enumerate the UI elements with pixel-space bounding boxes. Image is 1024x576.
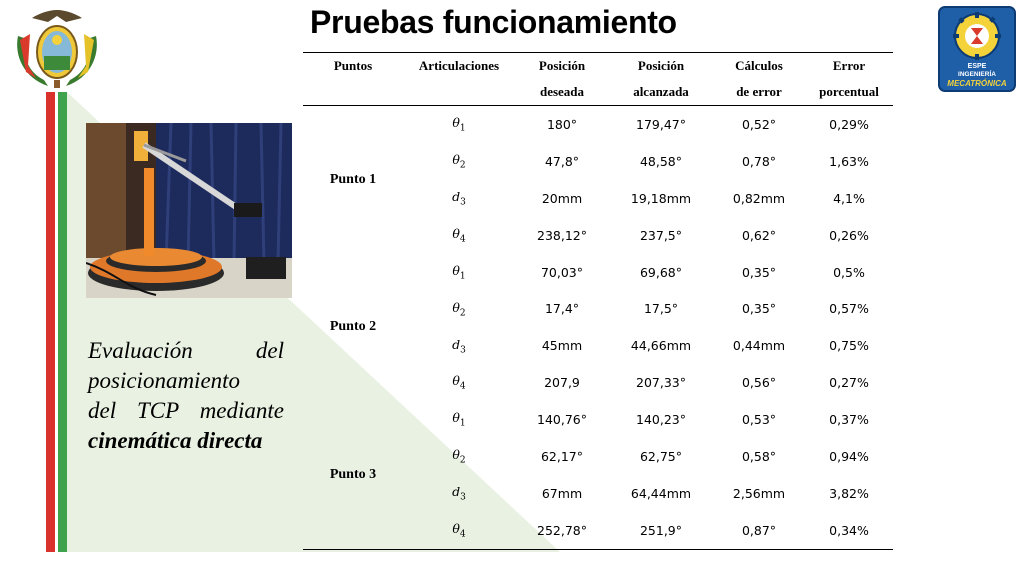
column-header-line2: deseada (539, 84, 585, 99)
caption-line1: Evaluación del (88, 338, 284, 363)
column-header-line1: Articulaciones (418, 58, 500, 73)
column-header (713, 53, 805, 106)
espe-mecatronica-logo (938, 6, 1016, 92)
column-header (805, 53, 893, 106)
cell-reached: 17,5° (643, 301, 679, 317)
joint-index: 2 (459, 455, 466, 466)
joint-symbol: θ (452, 299, 460, 315)
joint-index: 3 (460, 197, 466, 208)
table-row (303, 401, 893, 438)
joint-cell (403, 364, 515, 401)
joint-index: 4 (459, 529, 466, 540)
point-label: Punto 3 (329, 466, 377, 482)
cell-reached: 69,68° (639, 264, 683, 280)
cell-desired: 20mm (541, 190, 583, 206)
red-stripe (46, 92, 55, 552)
cell-pct: 0,29% (829, 116, 869, 132)
column-header-line1: Posición (538, 58, 586, 73)
cell-desired: 238,12° (537, 227, 587, 243)
cell-desired: 180° (546, 116, 578, 132)
column-header-line2: alcanzada (633, 84, 689, 99)
joint-index: 1 (459, 418, 466, 429)
cell-reached: 48,58° (639, 153, 683, 169)
cell-calc: 0,78° (741, 153, 777, 169)
ecuador-coat-of-arms (8, 6, 106, 90)
joint-symbol: d (452, 336, 461, 352)
cell-reached: 179,47° (636, 116, 686, 132)
cell-calc: 0,87° (741, 522, 777, 538)
joint-symbol: θ (452, 152, 460, 168)
cell-reached: 64,44mm (630, 485, 692, 501)
green-stripe (58, 92, 67, 552)
caption-line2: posicionamiento (88, 368, 241, 393)
joint-index: 4 (459, 381, 466, 392)
cell-reached: 251,9° (639, 522, 683, 538)
column-header-line1: Posición (637, 58, 685, 73)
column-header (403, 53, 515, 106)
joint-cell (403, 106, 515, 143)
joint-cell (403, 217, 515, 254)
joint-symbol: d (452, 188, 461, 204)
joint-cell (403, 438, 515, 475)
joint-cell (403, 180, 515, 217)
cell-reached: 140,23° (636, 412, 686, 428)
joint-symbol: d (452, 484, 461, 500)
cell-desired: 45mm (541, 338, 583, 354)
cell-desired: 67mm (541, 485, 583, 501)
column-header-line1: Puntos (333, 58, 373, 73)
cell-calc: 0,44mm (732, 338, 786, 354)
joint-index: 3 (460, 345, 466, 356)
table-header-row (303, 53, 893, 106)
cell-pct: 0,26% (829, 227, 869, 243)
logo-line2: INGENIERÍA (958, 71, 996, 78)
table-body (303, 106, 893, 550)
cell-desired: 207,9 (544, 375, 580, 391)
column-header (609, 53, 713, 106)
cell-pct: 0,94% (829, 448, 869, 464)
cell-calc: 0,82mm (732, 190, 786, 206)
joint-cell (403, 143, 515, 180)
results-table (303, 52, 893, 550)
joint-index: 1 (459, 123, 466, 134)
caption-line4: cinemática directa (88, 428, 263, 453)
point-label: Punto 1 (329, 171, 377, 187)
cell-desired: 17,4° (544, 301, 580, 317)
caption-line3: del TCP mediante (88, 398, 284, 423)
joint-index: 1 (459, 271, 466, 282)
cell-desired: 140,76° (537, 412, 587, 428)
table-row (303, 106, 893, 143)
joint-cell (403, 327, 515, 364)
column-header-line2: porcentual (819, 84, 879, 99)
cell-calc: 0,35° (741, 264, 777, 280)
joint-index: 2 (459, 160, 466, 171)
cell-calc: 0,58° (741, 448, 777, 464)
joint-cell (403, 290, 515, 327)
joint-symbol: θ (452, 262, 460, 278)
page-title: Pruebas funcionamiento (310, 4, 677, 40)
cell-reached: 44,66mm (630, 338, 692, 354)
joint-symbol: θ (452, 520, 460, 536)
joint-symbol: θ (452, 115, 460, 131)
joint-symbol: θ (452, 447, 460, 463)
cell-pct: 1,63% (829, 153, 869, 169)
joint-index: 2 (459, 308, 466, 319)
cell-pct: 0,27% (829, 375, 869, 391)
joint-cell (403, 401, 515, 438)
joint-cell (403, 254, 515, 291)
cell-pct: 0,5% (833, 264, 865, 280)
cell-reached: 62,75° (639, 448, 683, 464)
column-header (515, 53, 609, 106)
cell-calc: 0,52° (741, 116, 777, 132)
cell-calc: 0,35° (741, 301, 777, 317)
slide-caption (88, 336, 284, 456)
cell-desired: 70,03° (540, 264, 584, 280)
cell-desired: 252,78° (537, 522, 587, 538)
cell-pct: 0,75% (829, 338, 869, 354)
joint-cell (403, 512, 515, 549)
cell-pct: 0,57% (829, 301, 869, 317)
robot-arm-photo (86, 123, 292, 298)
table-row (303, 254, 893, 291)
cell-calc: 0,62° (741, 227, 777, 243)
cell-reached: 237,5° (639, 227, 683, 243)
cell-pct: 3,82% (829, 485, 869, 501)
column-header (303, 53, 403, 106)
cell-pct: 0,34% (829, 522, 869, 538)
joint-symbol: θ (452, 373, 460, 389)
cell-calc: 2,56mm (732, 485, 786, 501)
cell-calc: 0,53° (741, 412, 777, 428)
column-header-line1: Error (832, 58, 866, 73)
cell-calc: 0,56° (741, 375, 777, 391)
joint-cell (403, 475, 515, 512)
joint-index: 4 (459, 234, 466, 245)
point-label: Punto 2 (329, 319, 377, 335)
logo-line1: ESPE (967, 63, 987, 70)
cell-pct: 0,37% (829, 412, 869, 428)
cell-desired: 47,8° (544, 153, 580, 169)
cell-reached: 207,33° (636, 375, 686, 391)
joint-symbol: θ (452, 225, 460, 241)
cell-reached: 19,18mm (630, 190, 692, 206)
column-header-line1: Cálculos (735, 58, 783, 73)
joint-symbol: θ (452, 410, 460, 426)
cell-desired: 62,17° (540, 448, 584, 464)
logo-line3: MECATRÓNICA (947, 79, 1007, 88)
column-header-line2: de error (736, 84, 782, 99)
cell-pct: 4,1% (833, 190, 865, 206)
joint-index: 3 (460, 492, 466, 503)
